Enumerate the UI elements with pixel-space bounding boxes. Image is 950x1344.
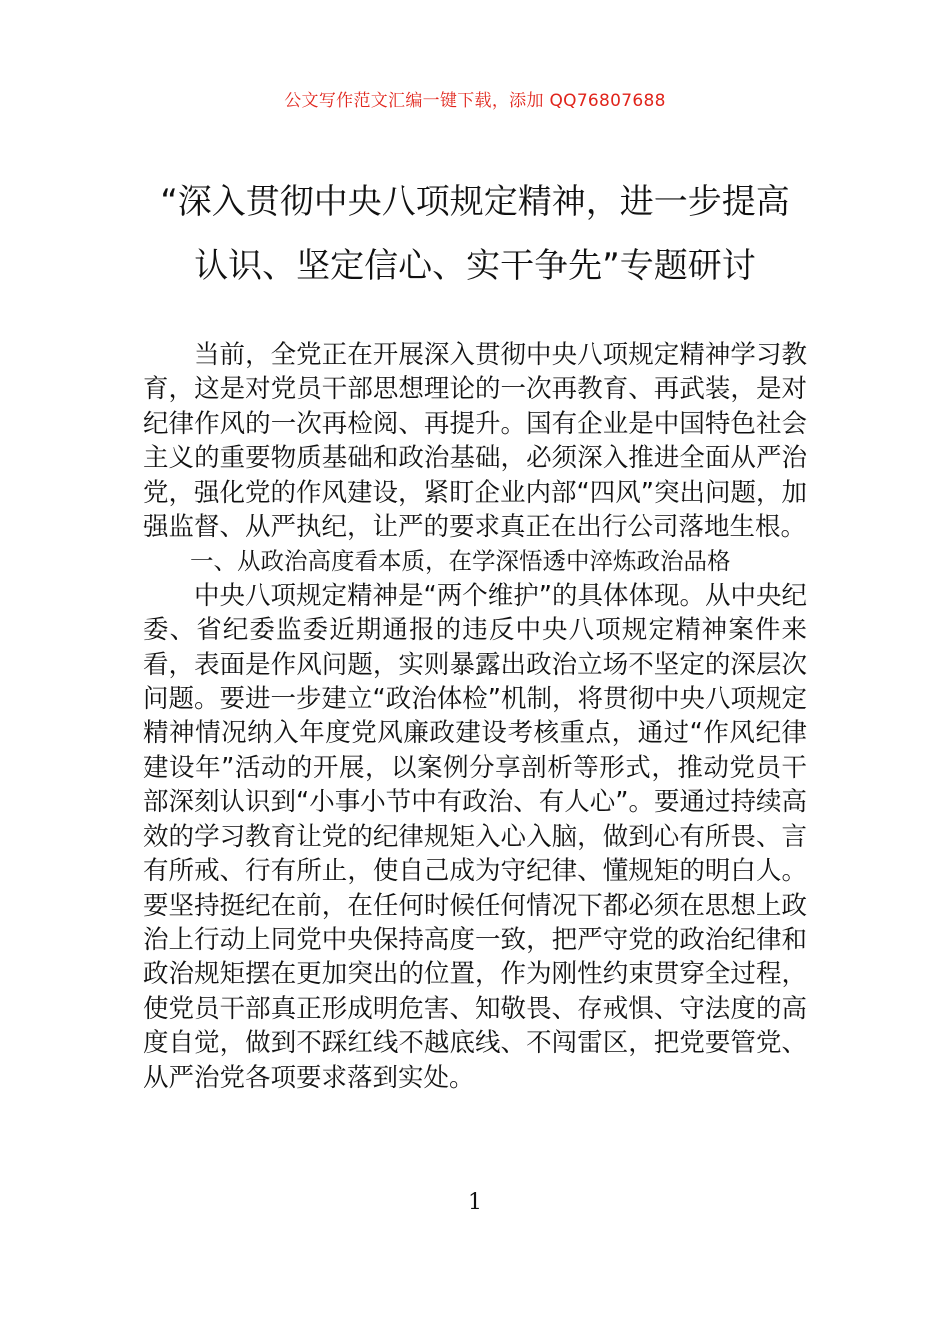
section-1-paragraph: 中央八项规定精神是“两个维护”的具体体现。从中央纪委、省纪委监委近期通报的违反中央八项规定精神案件来看，表面是作风问题，实则暴露出政治立场不坚定的深层次问题。要进一步建立“政治体检”机制，将贯彻中央八项规定精神情况纳入年度党风廉政建设考核重点，通过“作风纪律建设年”活动的开展，以案例分享剖析等形式，推动党员干部深刻认识到“小事小节中有政治、有人心”。要通过持续高效的学习教育让党的纪律规矩入心入脑，做到心有所畏、言有所戒、行有所止，使自己成为守纪律、懂规矩的明白人。要坚持挺纪在前，在任何时候任何情况下都必须在思想上政治上行动上同党中央保持高度一致，把严守党的政治纪律和政治规矩摆在更加突出的位置，作为刚性约束贯穿全过程，使党员干部真正形成明危害、知敬畏、存戒惧、守法度的高度自觉，做到不踩红线不越底线、不闯雷区，把党要管党、从严治党各项要求落到实处。 <box>143 580 807 1093</box>
section-heading-1: 一、从政治高度看本质，在学深悟透中淬炼政治品格 <box>190 547 731 576</box>
title-line-2: 认识、坚定信心、实干争先”专题研讨 <box>194 246 756 286</box>
page-number: 1 <box>468 1190 482 1215</box>
header-download-note: 公文写作范文汇编一键下载，添加 QQ76807688 <box>284 91 666 111</box>
title-line-1: “深入贯彻中央八项规定精神，进一步提高 <box>160 182 790 222</box>
intro-paragraph: 当前，全党正在开展深入贯彻中央八项规定精神学习教育，这是对党员干部思想理论的一次再教育、再武装，是对纪律作风的一次再检阅、再提升。国有企业是中国特色社会主义的重要物质基础和政治基础，必须深入推进全面从严治党，强化党的作风建设，紧盯企业内部“四风”突出问题，加强监督、从严执纪，让严的要求真正在出行公司落地生根。 <box>143 340 807 543</box>
document-title <box>120 170 830 298</box>
document-body <box>143 338 807 1095</box>
